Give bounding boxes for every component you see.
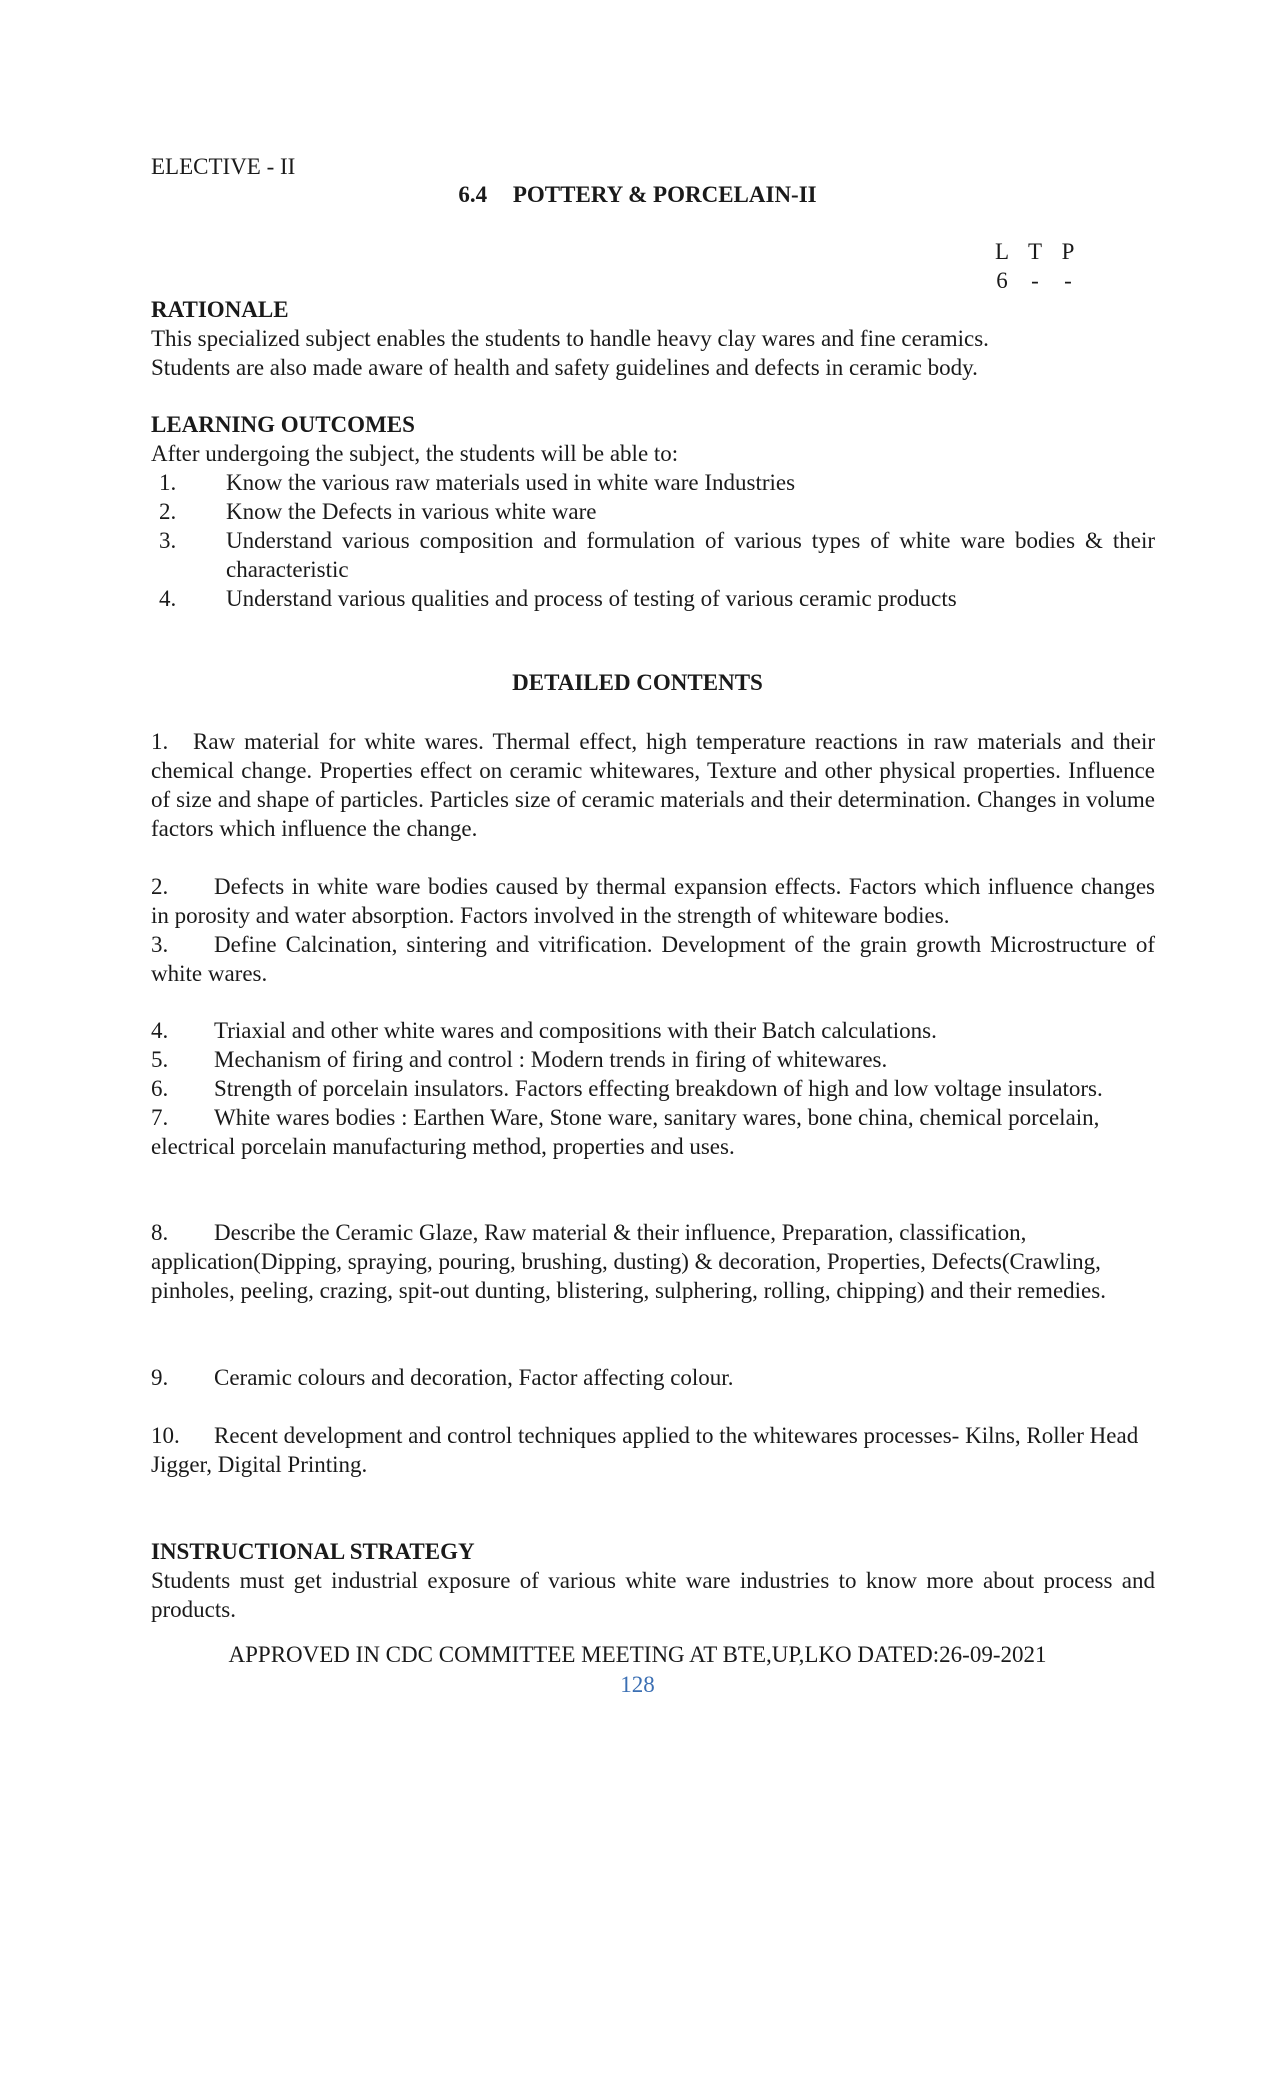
rationale-section — [151, 295, 1155, 382]
content-text: Defects in white ware bodies caused by thermal expansion effects. Factors which influence changes in porosity and water absorption. Factors involved in the strength of whiteware bodies. — [151, 874, 1155, 928]
elective-label: ELECTIVE - II — [151, 154, 296, 179]
content-number: 1. — [151, 729, 169, 754]
content-number: 5. — [151, 1047, 169, 1072]
content-paragraph — [151, 1363, 1155, 1392]
ltp-value-t: - — [1031, 268, 1039, 293]
content-number: 8. — [151, 1220, 169, 1245]
content-item-4-7 — [151, 1016, 1155, 1161]
content-paragraph — [151, 1218, 1155, 1305]
outcome-number: 1. — [159, 470, 177, 495]
content-item-8 — [151, 1218, 1155, 1305]
outcome-text: Know the Defects in various white ware — [226, 499, 597, 524]
rationale-heading: RATIONALE — [151, 297, 289, 322]
ltp-table — [990, 237, 1080, 295]
detailed-contents-heading: DETAILED CONTENTS — [512, 670, 763, 695]
outcome-text: Understand various composition and formulation of various types of white ware bodies & their characteristic — [226, 528, 1155, 582]
content-paragraph — [151, 1016, 1155, 1045]
ltp-label-t: T — [1027, 239, 1043, 264]
content-text: White wares bodies : Earthen Ware, Stone ware, sanitary wares, bone china, chemical porcelain, electrical porcelain manufacturing method, properties and uses. — [151, 1105, 1100, 1159]
outcome-number: 3. — [159, 528, 177, 553]
content-item-10 — [151, 1421, 1155, 1479]
content-item-9 — [151, 1363, 1155, 1392]
content-paragraph — [151, 1421, 1155, 1479]
content-number: 2. — [151, 874, 169, 899]
content-paragraph — [151, 930, 1155, 988]
content-number: 3. — [151, 932, 169, 957]
content-paragraph — [151, 1074, 1155, 1103]
subject-name: POTTERY & PORCELAIN-II — [512, 182, 817, 207]
ltp-value-l: 6 — [996, 268, 1008, 293]
ltp-label-l: L — [994, 239, 1010, 264]
outcome-text: Know the various raw materials used in white ware Industries — [226, 470, 796, 495]
content-text: Define Calcination, sintering and vitrification. Development of the grain growth Microstructure of white wares. — [151, 932, 1155, 986]
ltp-labels — [990, 237, 1080, 266]
rationale-line-2: Students are also made aware of health and safety guidelines and defects in ceramic body. — [151, 355, 978, 380]
content-text: Strength of porcelain insulators. Factors effecting breakdown of high and low voltage insulators. — [214, 1076, 1103, 1101]
outcome-number: 4. — [159, 586, 177, 611]
instructional-strategy-heading: INSTRUCTIONAL STRATEGY — [151, 1539, 475, 1564]
content-item-2-3 — [151, 872, 1155, 988]
learning-outcomes-heading: LEARNING OUTCOMES — [151, 412, 415, 437]
content-number: 9. — [151, 1365, 169, 1390]
outcome-text: Understand various qualities and process of testing of various ceramic products — [226, 586, 957, 611]
content-text: Mechanism of firing and control : Modern trends in firing of whitewares. — [214, 1047, 888, 1072]
content-number: 10. — [151, 1423, 180, 1448]
content-paragraph — [151, 1045, 1155, 1074]
outcome-item — [151, 497, 1155, 526]
content-number: 7. — [151, 1105, 169, 1130]
subject-number: 6.4 — [458, 182, 488, 207]
outcome-item — [151, 468, 1155, 497]
content-number: 6. — [151, 1076, 169, 1101]
outcome-item — [151, 584, 1155, 613]
learning-outcomes-intro: After undergoing the subject, the students will be able to: — [151, 441, 679, 466]
page-number: 128 — [620, 1672, 655, 1697]
content-number: 4. — [151, 1018, 169, 1043]
content-text: Recent development and control techniques applied to the whitewares processes- Kilns, Roller Head Jigger, Digital Printing. — [151, 1423, 1139, 1477]
approval-footer: APPROVED IN CDC COMMITTEE MEETING AT BTE,UP,LKO DATED:26-09-2021 — [228, 1642, 1047, 1667]
outcome-number: 2. — [159, 499, 177, 524]
instructional-strategy-section — [151, 1537, 1155, 1624]
content-text: Raw material for white wares. Thermal effect, high temperature reactions in raw materials and their chemical change. Properties effect on ceramic whitewares, Texture and other physical properties. Influence of size and shape of particles. Particles size of ceramic materials and their determination. Changes in volume factors which influence the change. — [151, 729, 1155, 841]
content-paragraph — [151, 1103, 1155, 1161]
learning-outcomes-section — [151, 410, 1155, 613]
content-text: Ceramic colours and decoration, Factor affecting colour. — [214, 1365, 734, 1390]
ltp-value-p: - — [1064, 268, 1072, 293]
rationale-line-1: This specialized subject enables the students to handle heavy clay wares and fine ceramics. — [151, 326, 989, 351]
content-item-1 — [151, 727, 1155, 843]
ltp-values — [990, 266, 1080, 295]
content-paragraph — [151, 872, 1155, 930]
content-text: Triaxial and other white wares and compositions with their Batch calculations. — [214, 1018, 937, 1043]
outcome-item — [151, 526, 1155, 584]
content-text: Describe the Ceramic Glaze, Raw material & their influence, Preparation, classification, application(Dipping, spraying, pouring, brushing, dusting) & decoration, Properties, Defects(Crawling, pinholes, peeling, crazing, spit-out dunting, blistering, sulphering, rolling, chipping) and their remedies. — [151, 1220, 1106, 1303]
subject-title — [0, 180, 1275, 209]
content-paragraph — [151, 727, 1155, 843]
ltp-label-p: P — [1061, 239, 1075, 264]
instructional-strategy-text: Students must get industrial exposure of various white ware industries to know more about process and products. — [151, 1568, 1155, 1622]
